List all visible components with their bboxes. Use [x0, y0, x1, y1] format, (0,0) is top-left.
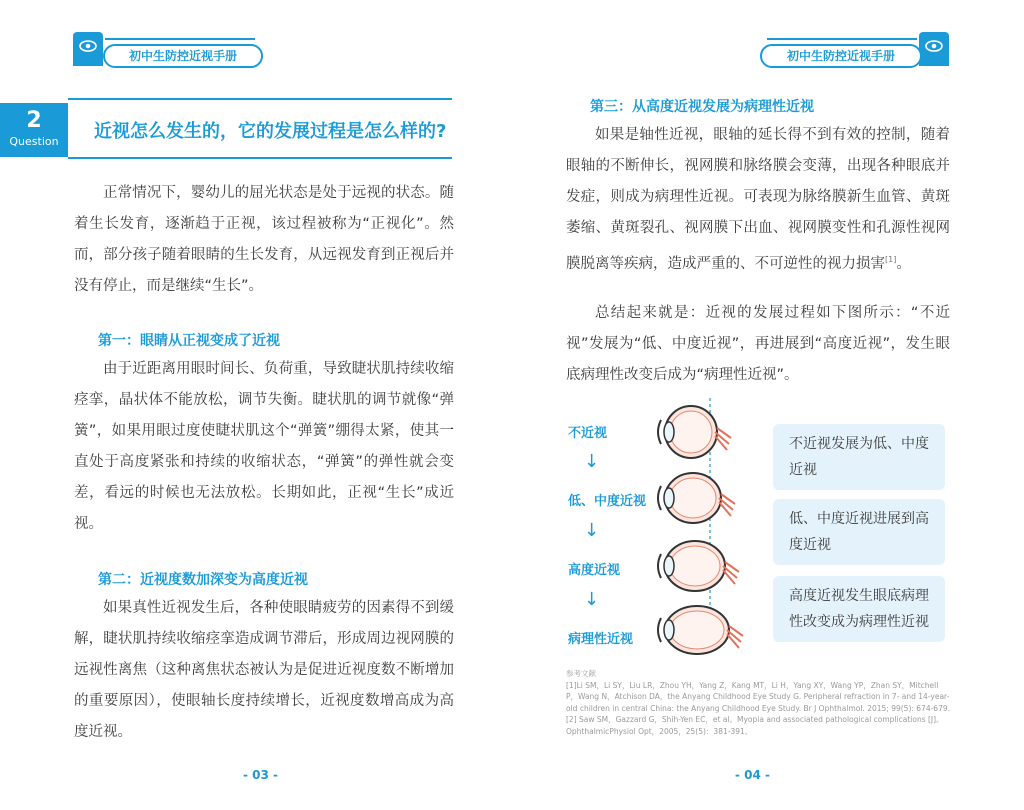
reference-2: [2] Saw SM，Gazzard G，Shih-Yen EC，et al。Myopia and associated pathological complications [J]。OphthalmicPhysiol Opt，2005，25(5)：381-391。 [566, 715, 944, 736]
step2-heading: 第二：近视度数加深变为高度近视 [98, 572, 308, 588]
references [566, 668, 950, 737]
step2-paragraph: 如果真性近视发生后，各种使眼睛疲劳的因素得不到缓解，睫状肌持续收缩痉挛造成调节滞后，形成周边视网膜的远视性离焦（这种离焦状态被认为是促进近视度数不断增加的重要原因），使眼轴长度持续增长，近视度数增高成为高度近视。 [74, 600, 454, 740]
stage-no-myopia: 不近视 [568, 426, 608, 441]
header-title-left: 初中生防控近视手册 [103, 44, 263, 68]
title-rule-bottom [68, 157, 452, 159]
header-title-right: 初中生防控近视手册 [760, 44, 922, 68]
eyeball-diagram [655, 398, 765, 656]
page-title: 近视怎么发生的，它的发展过程是怎么样的? [94, 121, 447, 142]
eye-icon [919, 36, 949, 56]
stage-high-myopia: 高度近视 [568, 563, 621, 578]
eye-icon [73, 36, 103, 56]
header-dash-left [105, 38, 255, 40]
step1-paragraph: 由于近距离用眼时间长、负荷重，导致睫状肌持续收缩痉挛，晶状体不能放松，调节失衡。睫状肌的调节就像“弹簧”，如果用眼过度使睫状肌这个“弹簧”绷得太紧，使其一直处于高度紧张和持续的收缩状态，“弹簧”的弹性就会变差，看远的时候也无法放松。长期如此，正视“生长”成近视。 [74, 361, 454, 532]
stage-pathological-myopia: 病理性近视 [568, 632, 634, 647]
arrow-down-icon: ↓ [584, 451, 600, 472]
reference-1: [1]Li SM，Li SY，Liu LR，Zhou YH，Yang Z，Kang MT，Li H，Yang XY，Wang YP，Zhan SY，Mitchell P，Wang N，Atchison DA，the Anyang Childhood Eye Study G. Peripheral refraction in 7- and 14-year-old children in central China: the Anyang Childhood Eye Study. Br J Ophthalmol. 2015; 99(5): 674-679. [566, 680, 951, 713]
question-number: 2 [26, 108, 42, 133]
summary-paragraph: 总结起来就是：近视的发展过程如下图所示：“不近视”发展为“低、中度近视”，再进展到“高度近视”，发生眼底病理性改变后成为“病理性近视”。 [566, 305, 950, 383]
arrow-down-icon: ↓ [584, 520, 600, 541]
note-stage-3: 高度近视发生眼底病理性改变成为病理性近视 [773, 576, 945, 642]
arrow-down-icon: ↓ [584, 589, 600, 610]
eye-normal-icon [658, 406, 731, 458]
citation-1: [1] [885, 255, 897, 264]
note-stage-2: 低、中度近视进展到高度近视 [773, 499, 945, 565]
question-label: Question [9, 135, 59, 148]
header-tab-right [919, 32, 949, 66]
header-tab-left [73, 32, 103, 66]
eye-low-myopia-icon [658, 473, 735, 523]
references-title: 参考文献 [566, 669, 596, 678]
eye-pathological-myopia-icon [658, 606, 743, 654]
step3-heading: 第三：从高度近视发展为病理性近视 [590, 99, 814, 115]
question-badge [0, 103, 68, 157]
step3-paragraph: 如果是轴性近视，眼轴的延长得不到有效的控制，随着眼轴的不断伸长，视网膜和脉络膜会变薄，出现各种眼底并发症，则成为病理性近视。可表现为脉络膜新生血管、黄斑萎缩、黄斑裂孔、视网膜下出血、视网膜变性和孔源性视网膜脱离等疾病，造成严重的、不可逆性的视力损害[1]。 [566, 127, 950, 272]
note-stage-1: 不近视发展为低、中度近视 [773, 424, 945, 490]
stage-low-mid-myopia: 低、中度近视 [568, 494, 647, 509]
intro-paragraph: 正常情况下，婴幼儿的屈光状态是处于远视的状态。随着生长发育，逐渐趋于正视，该过程被称为“正视化”。然而，部分孩子随着眼睛的生长发育，从远视发育到正视后并没有停止，而是继续“生长”。 [74, 185, 454, 294]
page-number-left: - 03 - [243, 768, 279, 782]
step1-heading: 第一：眼睛从正视变成了近视 [98, 333, 280, 349]
title-rule-top [68, 98, 452, 100]
page-number-right: - 04 - [735, 768, 771, 782]
header-dash-right [767, 38, 917, 40]
eye-high-myopia-icon [658, 541, 739, 591]
